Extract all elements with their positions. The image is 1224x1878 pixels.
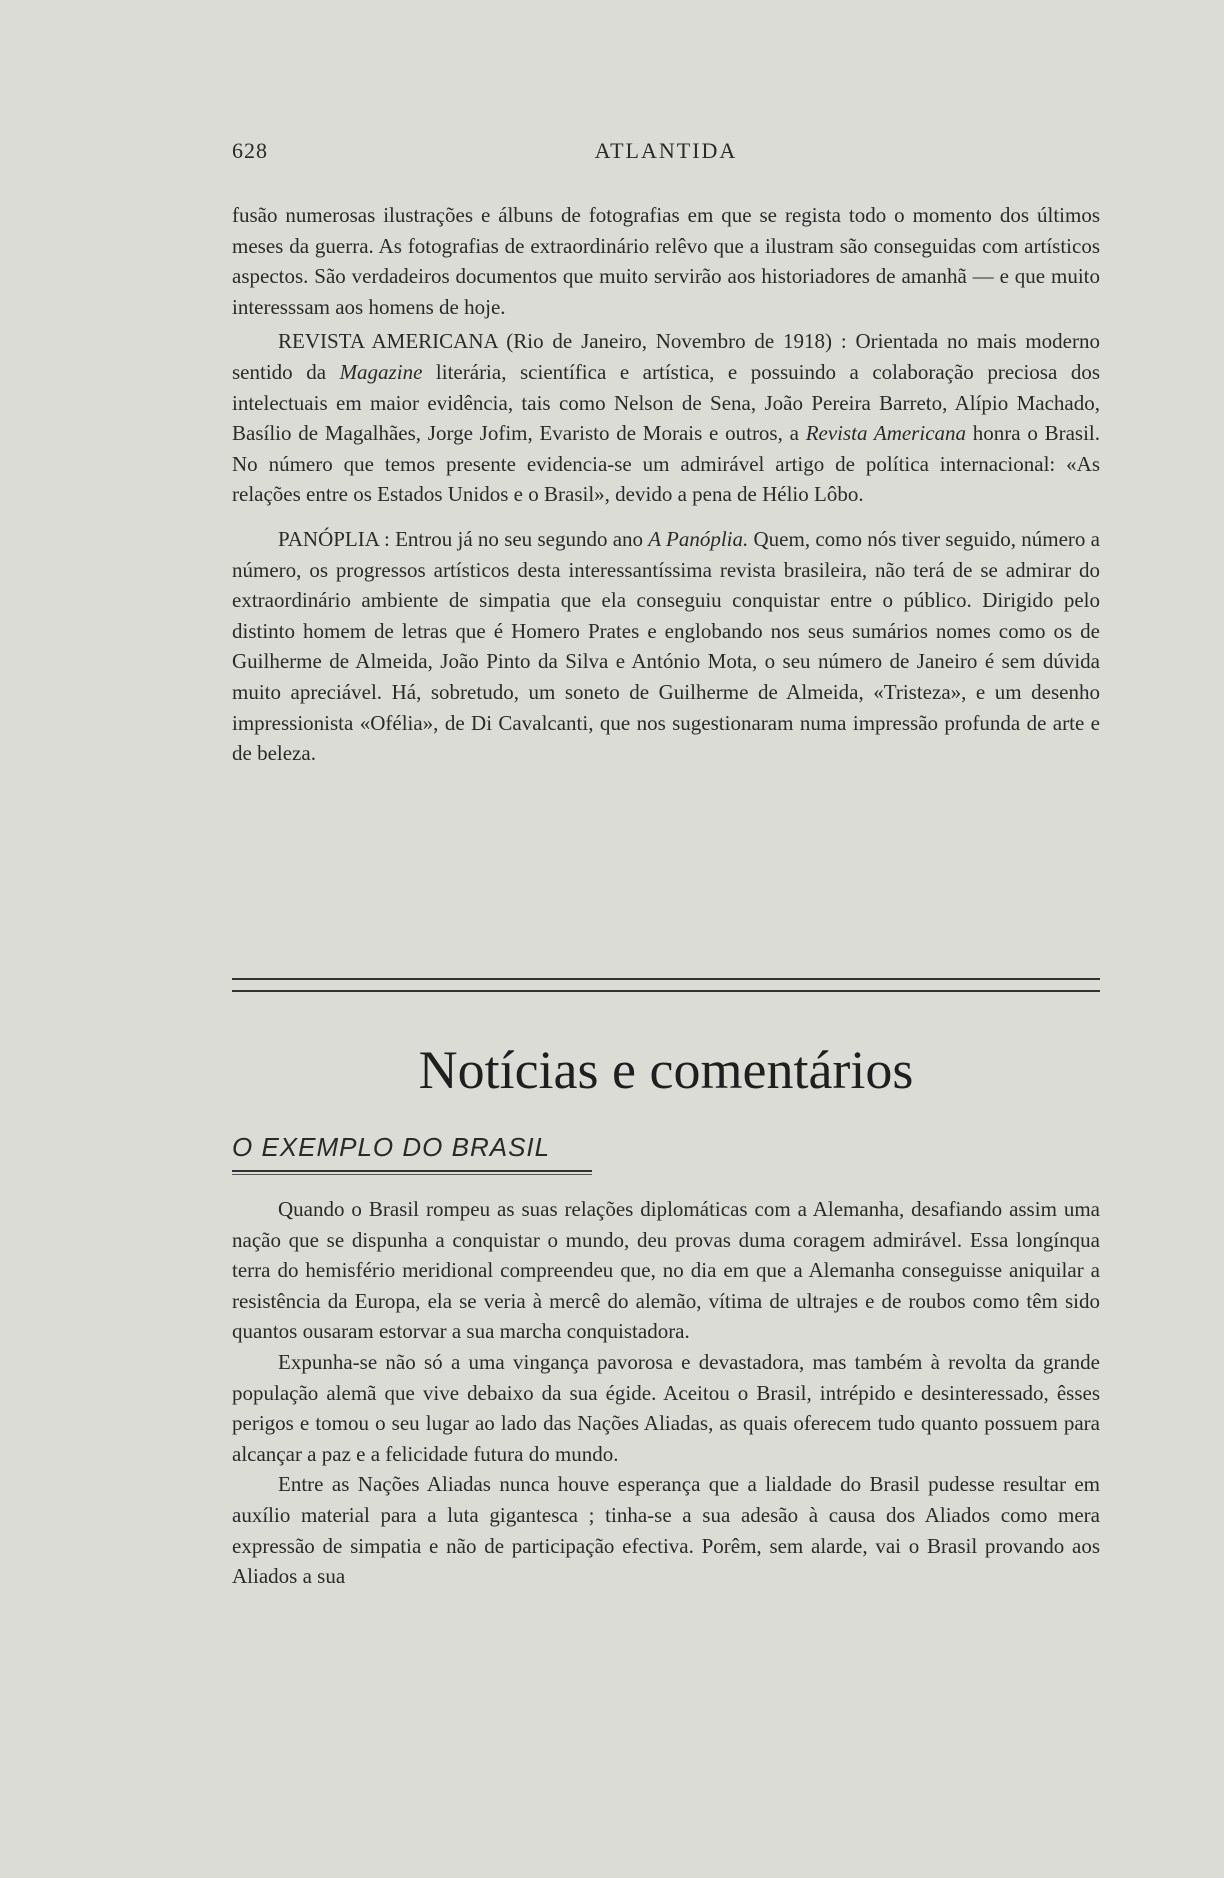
- revista-tail: honra o Brasil. No número que temos presente evidencia-se um admirável artigo de política internacional: «As relações entre os Estados Unidos e o Brasil», devido a pena de Hélio Lôbo.: [232, 421, 1100, 507]
- panoplia-paragraph: [232, 524, 1100, 769]
- page-number: 628: [232, 138, 268, 163]
- article-body: [232, 1194, 1100, 1592]
- article-paragraph-1: Quando o Brasil rompeu as suas relações diplomáticas com a Alemanha, desafiando assim uma nação que se dispunha a conquistar o mundo, deu provas duma coragem admirável. Essa longínqua terra do hemisfério meridional compreendeu que, no dia em que a Alemanha conseguisse aniquilar a resistência da Europa, ela se veria à mercê do alemão, vítima de ultrajes e de roubos como têm sido quantos ousaram estorvar a sua marcha conquistadora.: [232, 1197, 1100, 1344]
- article-heading: O EXEMPLO DO BRASIL: [232, 1132, 551, 1162]
- panoplia-italic-title: A Panóplia.: [648, 526, 749, 551]
- top-paragraph: fusão numerosas ilustrações e álbuns de fotografias em que se regista todo o momento dos últimos meses da guerra. As fotografias de extraordinário relêvo que a ilustram são conseguidas com artísticos aspectos. São verdadeiros documentos que muito servirão aos historiadores de amanhã — e que muito interesssam aos homens de hoje.: [232, 203, 1100, 319]
- revista-italic-title: Revista Americana: [805, 421, 967, 446]
- section-divider-bottom: [232, 990, 1100, 992]
- panoplia-tail: Quem, como nós tiver seguido, número a número, os progressos artísticos desta interessantíssima revista brasileira, não terá de se admirar do extraordinário ambiente de simpatia que ela conseguiu conquistar entre o público. Dirigido pelo distinto homem de letras que é Homero Prates e englobando nos seus sumários nomes como os de Guilherme de Almeida, João Pinto da Silva e António Mota, o seu número de Janeiro é sem dúvida muito apreciável. Há, sobretudo, um soneto de Guilherme de Almeida, «Tristeza», e um desenho impressionista «Ofélia», de Di Cavalcanti, que nos sugestionaram numa impressão profunda de arte e de beleza.: [232, 526, 1100, 766]
- panoplia-lead: PANÓPLIA : Entrou já no seu segundo ano: [278, 526, 649, 551]
- revista-lead: REVISTA AMERICANA (Rio de Janeiro, Novembro de 1918) : Orientada no mais moderno sentido da: [232, 329, 1100, 384]
- revista-italic-magazine: Magazine: [339, 359, 423, 384]
- running-head: [232, 138, 1100, 170]
- article-paragraph-2: Expunha-se não só a uma vingança pavorosa e devastadora, mas também à revolta da grande população alemã que vive debaixo da sua égide. Aceitou o Brasil, intrépido e desinteressado, êsses perigos e tomou o seu lugar ao lado das Nações Aliadas, as quais oferecem tudo quanto possuem para alcançar a paz e a felicidade futura do mundo.: [232, 1349, 1100, 1466]
- article-heading-underline-thin: [232, 1174, 592, 1175]
- section-title: Notícias e comentários: [418, 1040, 914, 1100]
- article-heading-underline: [232, 1170, 592, 1172]
- section-divider-top: [232, 978, 1100, 980]
- revista-mid: literária, scientífica e artística, e possuindo a colaboração preciosa dos intelectuais em maior evidência, tais como Nelson de Sena, João Pereira Barreto, Alípio Machado, Basílio de Magalhães, Jorge Jofim, Evaristo de Morais e outros, a: [232, 359, 1101, 446]
- upper-text-block: [232, 200, 1100, 769]
- article-paragraph-3: Entre as Nações Aliadas nunca houve esperança que a lialdade do Brasil pudesse resultar em auxílio material para a luta gigantesca ; tinha-se a sua adesão à causa dos Aliados como mera expressão de simpatia e não de participação efectiva. Porêm, sem alarde, vai o Brasil provando aos Aliados a sua: [232, 1472, 1100, 1589]
- journal-title: ATLANTIDA: [594, 138, 738, 163]
- revista-americana-paragraph: [232, 326, 1100, 510]
